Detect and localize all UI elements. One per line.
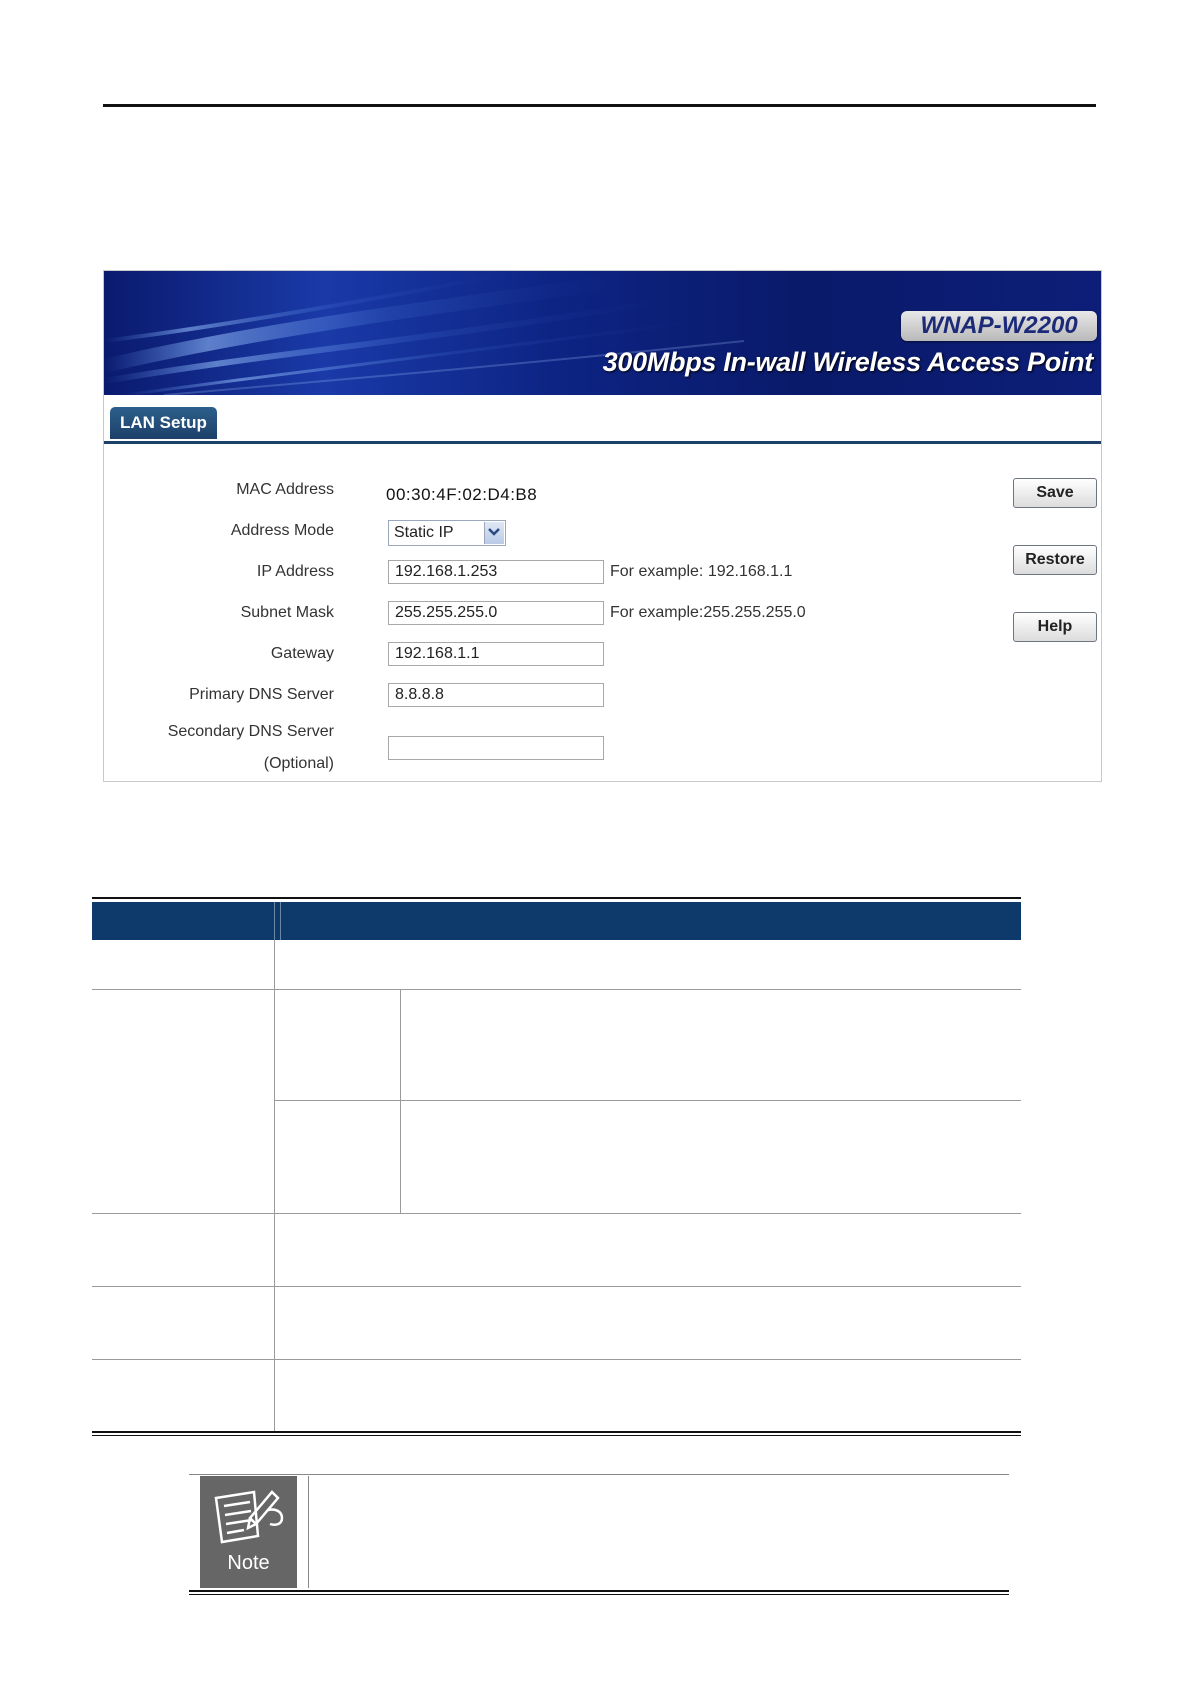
help-button[interactable]: Help: [1013, 612, 1097, 642]
table-row-divider: [92, 1286, 1021, 1287]
tab-underline: [104, 441, 1101, 444]
note-badge: [200, 1476, 297, 1588]
secondary-dns-label: Secondary DNS Server: [167, 723, 334, 740]
lan-setup-screenshot: [103, 270, 1102, 782]
secondary-dns-input[interactable]: [388, 736, 604, 760]
page-header-rule: [103, 104, 1096, 107]
model-badge: WNAP-W2200: [901, 311, 1097, 341]
note-bottom-rule-thin: [189, 1594, 1009, 1595]
note-pencil-icon: [210, 1484, 288, 1550]
secondary-dns-optional-label: (Optional): [263, 755, 334, 772]
ip-address-label: IP Address: [256, 563, 334, 580]
table-row-divider: [92, 989, 1021, 990]
ip-address-input[interactable]: [388, 560, 604, 584]
subnet-mask-input[interactable]: [388, 601, 604, 625]
table-bottom-rule: [92, 1431, 1021, 1433]
table-bottom-rule-thin: [92, 1435, 1021, 1436]
chevron-down-icon[interactable]: [484, 522, 504, 544]
table-top-rule: [92, 897, 1021, 899]
address-mode-select[interactable]: [388, 520, 506, 546]
ip-address-example: For example: 192.168.1.1: [610, 563, 793, 580]
note-bottom-rule: [189, 1590, 1009, 1592]
subnet-mask-example: For example:255.255.255.0: [610, 604, 806, 621]
subnet-mask-label: Subnet Mask: [240, 604, 334, 621]
table-header: [92, 902, 1021, 940]
restore-button[interactable]: Restore: [1013, 545, 1097, 575]
note-top-rule: [189, 1474, 1009, 1475]
mac-address-value: 00:30:4F:02:D4:B8: [386, 485, 538, 504]
table-row-divider: [274, 1100, 1021, 1101]
product-title: 300Mbps In-wall Wireless Access Point: [602, 347, 1093, 377]
tab-strip: [104, 395, 1101, 441]
table-subcolumn-divider: [400, 989, 401, 1213]
mac-address-label: MAC Address: [236, 481, 334, 498]
gateway-input[interactable]: [388, 642, 604, 666]
table-column-divider: [274, 940, 275, 1431]
banner: [104, 271, 1101, 395]
gateway-label: Gateway: [270, 645, 334, 662]
table-row-divider: [92, 1213, 1021, 1214]
primary-dns-label: Primary DNS Server: [189, 686, 334, 703]
note-label: Note: [227, 1552, 270, 1574]
save-button[interactable]: Save: [1013, 478, 1097, 508]
address-mode-selected: Static IP: [394, 524, 454, 541]
address-mode-label: Address Mode: [230, 522, 334, 539]
primary-dns-input[interactable]: [388, 683, 604, 707]
table-row-divider: [92, 1359, 1021, 1360]
note-divider: [308, 1476, 309, 1588]
tab-lan-setup[interactable]: LAN Setup: [110, 407, 217, 439]
